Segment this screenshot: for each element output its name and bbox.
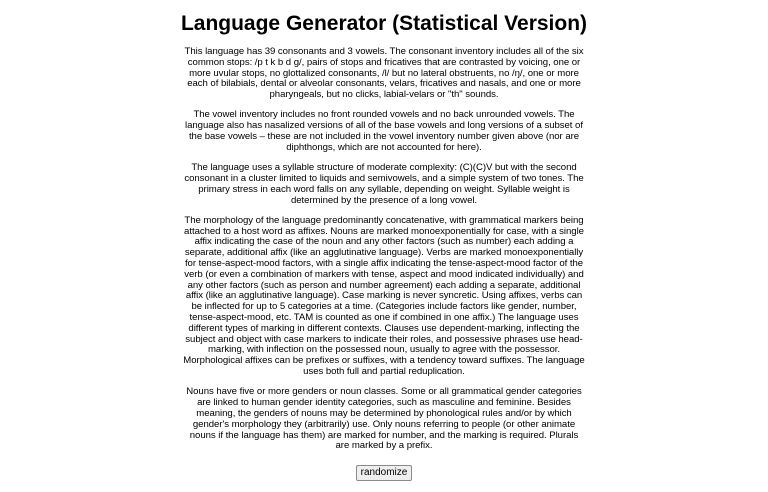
page-title: Language Generator (Statistical Version) (180, 12, 588, 35)
paragraph-phonology-vowels: The vowel inventory includes no front rounded vowels and no back unrounded vowels. The language also has nasalized versions of all of the base vowels and long versions of a subset of the base vowels – these are not included in the vowel inventory number given above (nor are diphthongs, which are not accounted for here). (185, 109, 583, 153)
randomize-button[interactable]: randomize (356, 465, 413, 481)
description-content (182, 47, 586, 452)
paragraph-noun-genders: Nouns have five or more genders or noun classes. Some or all grammatical gender categories are linked to human gender identity categories, such as masculine and feminine. Besides meaning, the genders of nouns may be determined by phonological rules and/or by which gender's morphology they (arbitrarily) use. Only nouns referring to people (or other animate nouns if the language has them) are marked for number, and the marking is required. Plurals are marked by a prefix. (186, 386, 582, 452)
paragraph-phonology-consonants: This language has 39 consonants and 3 vowels. The consonant inventory includes all of the six common stops: /p t k b d g/, pairs of stops and fricatives that are contrasted by voicing, one or more uvular stops, no glottalized consonants, /l/ but no lateral obstruents, no /ŋ/, one or more each of bilabials, dental or alveolar consonants, velars, fricatives and nasals, and one or more pharyngeals, but no clicks, labial-velars or "th" sounds. (184, 46, 584, 101)
controls (0, 462, 768, 481)
paragraph-syllable-structure: The language uses a syllable structure of moderate complexity: (C)(C)V but with the second consonant in a cluster limited to liquids and semivowels, and a simple system of two tones. The primary stress in each word falls on any syllable, depending on weight. Syllable weight is determined by the presence of a long vowel. (184, 162, 584, 206)
page (0, 12, 768, 481)
paragraph-morphology: The morphology of the language predominantly concatenative, with grammatical markers being attached to a host word as affixes. Nouns are marked monoexponentially for case, with a single affix indicating the case of the noun and any other factors (such as number) each adding a separate, additional affix (like an agglutinative language). Verbs are marked monoexponentially for tense-aspect-mood factors, with a single affix indicating the tense-aspect-mood factor of the verb (or even a combination of markers with tense, aspect and mood indicated individually) and any other factors (such as person and number agreement) each adding a separate, additional affix (like an agglutinative language). Case marking is never syncretic. Using affixes, verbs can be inflected for up to 5 categories at a time. (Categories include factors like gender, number, tense-aspect-mood, etc. TAM is counted as one if combined in one affix.) The language uses different types of marking in different contexts. Clauses use dependent-marking, inflecting the subject and object with case markers to indicate their roles, and possessive phrases use head-marking, with inflection on the possessed noun, usually to agree with the possessor. Morphological affixes can be prefixes or suffixes, with a tendency toward suffixes. The language uses both full and partial reduplication. (183, 214, 585, 378)
